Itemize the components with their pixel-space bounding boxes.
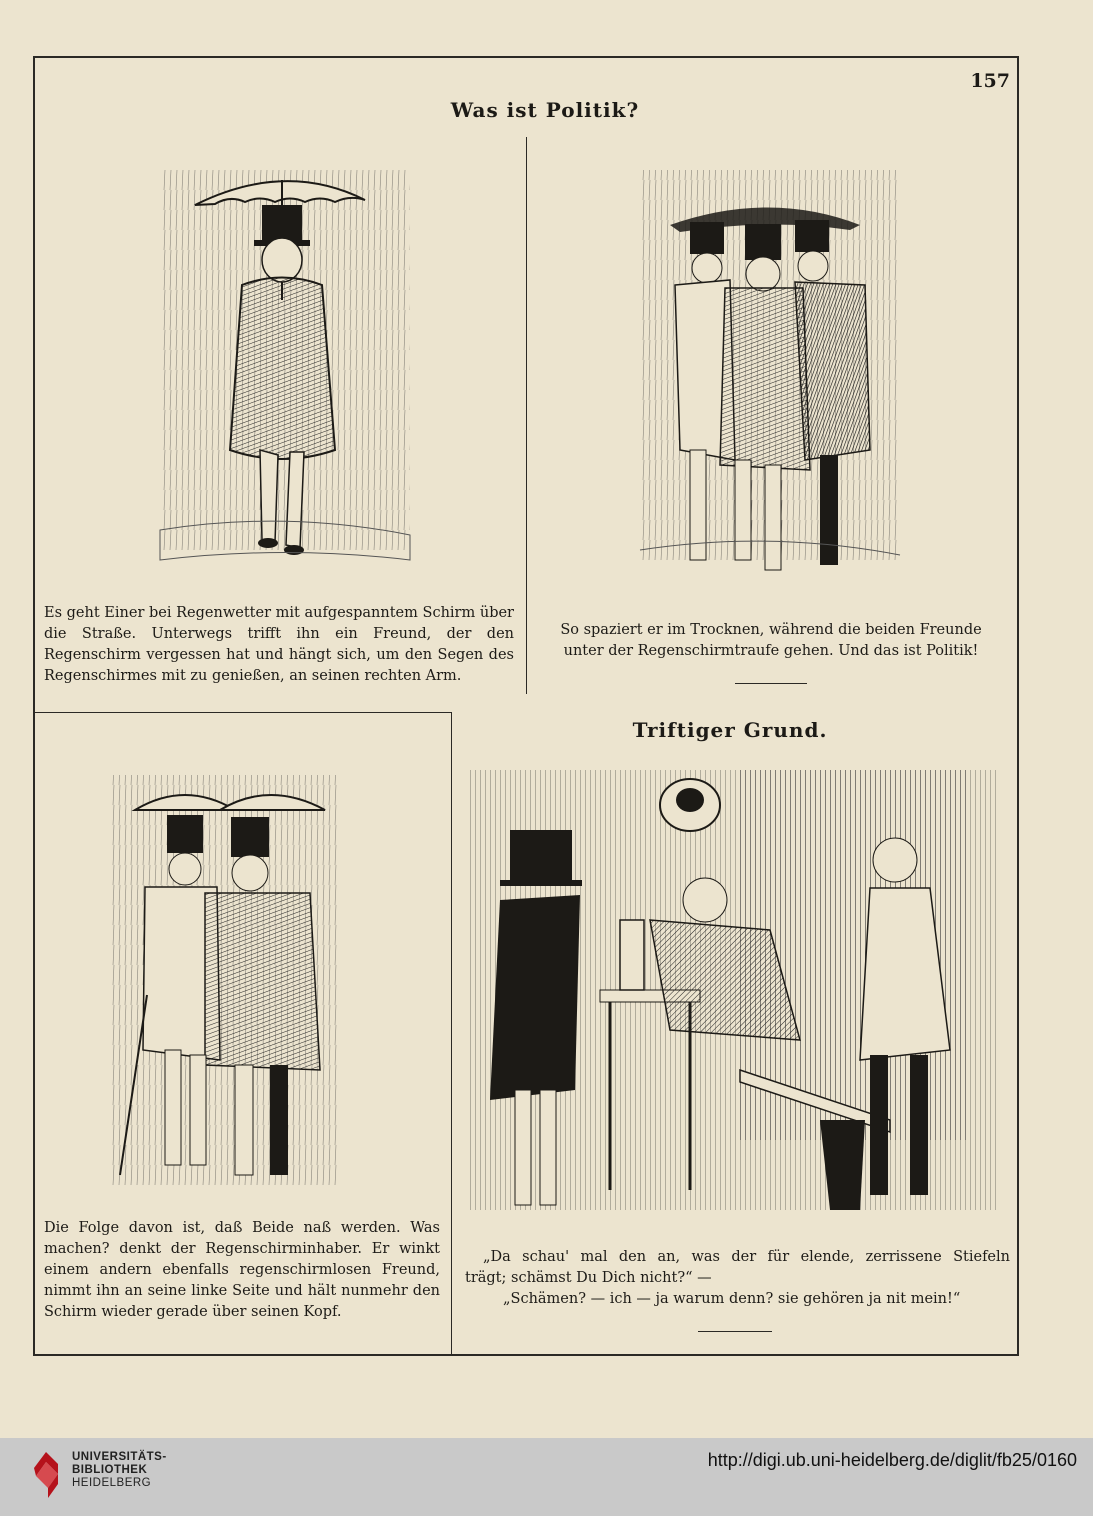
- column-divider-top: [526, 137, 527, 694]
- section-title-triftiger-grund: Triftiger Grund.: [632, 718, 828, 742]
- caption-tavern: [465, 1247, 1010, 1310]
- caption-panel-2: [533, 620, 1009, 662]
- logo-line-3: HEIDELBERG: [72, 1477, 152, 1489]
- caption-tavern-line3: „Schämen? — ich — ja warum denn? sie gehören ja nit mein!“: [503, 1291, 961, 1307]
- caption-tavern-line2: trägt; schämst Du Dich nicht?“ —: [465, 1270, 712, 1286]
- caption-panel-3: [44, 1218, 440, 1323]
- document-url-link[interactable]: http://digi.ub.uni-heidelberg.de/diglit/fb25/0160: [707, 1450, 1077, 1470]
- separator-rule-1: [735, 683, 807, 684]
- caption-panel-1-text: Es geht Einer bei Regenwetter mit aufgespanntem Schirm über die Straße. Unterwegs trifft ihn ein Freund, der den Regenschirm vergessen hat und hängt sich, um den Segen des Regenschirmes mit zu genießen, an seinen rechten Arm.: [44, 605, 514, 684]
- column-divider-bottom: [451, 712, 452, 1355]
- illustration-three-men-umbrella: [635, 160, 905, 590]
- caption-panel-1: [44, 603, 514, 687]
- library-logo-icon: [30, 1448, 66, 1502]
- library-logo-text: [72, 1451, 167, 1490]
- illustration-two-umbrellas: [105, 765, 345, 1195]
- logo-line-2: BIBLIOTHEK: [72, 1464, 148, 1476]
- separator-rule-2: [698, 1331, 772, 1332]
- caption-tavern-line1: „Da schau' mal den an, was der für elende, zerrissene Stiefeln: [483, 1249, 1010, 1265]
- caption-panel-2-line1: So spaziert er im Trocknen, während die beiden Freunde: [560, 622, 982, 638]
- illustration-man-with-umbrella: [150, 150, 420, 580]
- illustration-tavern-scene: [470, 770, 1000, 1220]
- section-title-politik: Was ist Politik?: [450, 98, 640, 122]
- page-number: 157: [970, 70, 1010, 92]
- caption-panel-3-text: Die Folge davon ist, daß Beide naß werden. Was machen? denkt der Regenschirminhaber. Er winkt einem andern ebenfalls regenschirmlosen Freund, nimmt ihn an seine linke Seite und hält nunmehr den Schirm wieder gerade über seinen Kopf.: [44, 1220, 440, 1320]
- logo-line-1: UNIVERSITÄTS-: [72, 1451, 167, 1463]
- panel-divider-left: [35, 712, 451, 713]
- caption-panel-2-line2: unter der Regenschirmtraufe gehen. Und das ist Politik!: [563, 643, 979, 659]
